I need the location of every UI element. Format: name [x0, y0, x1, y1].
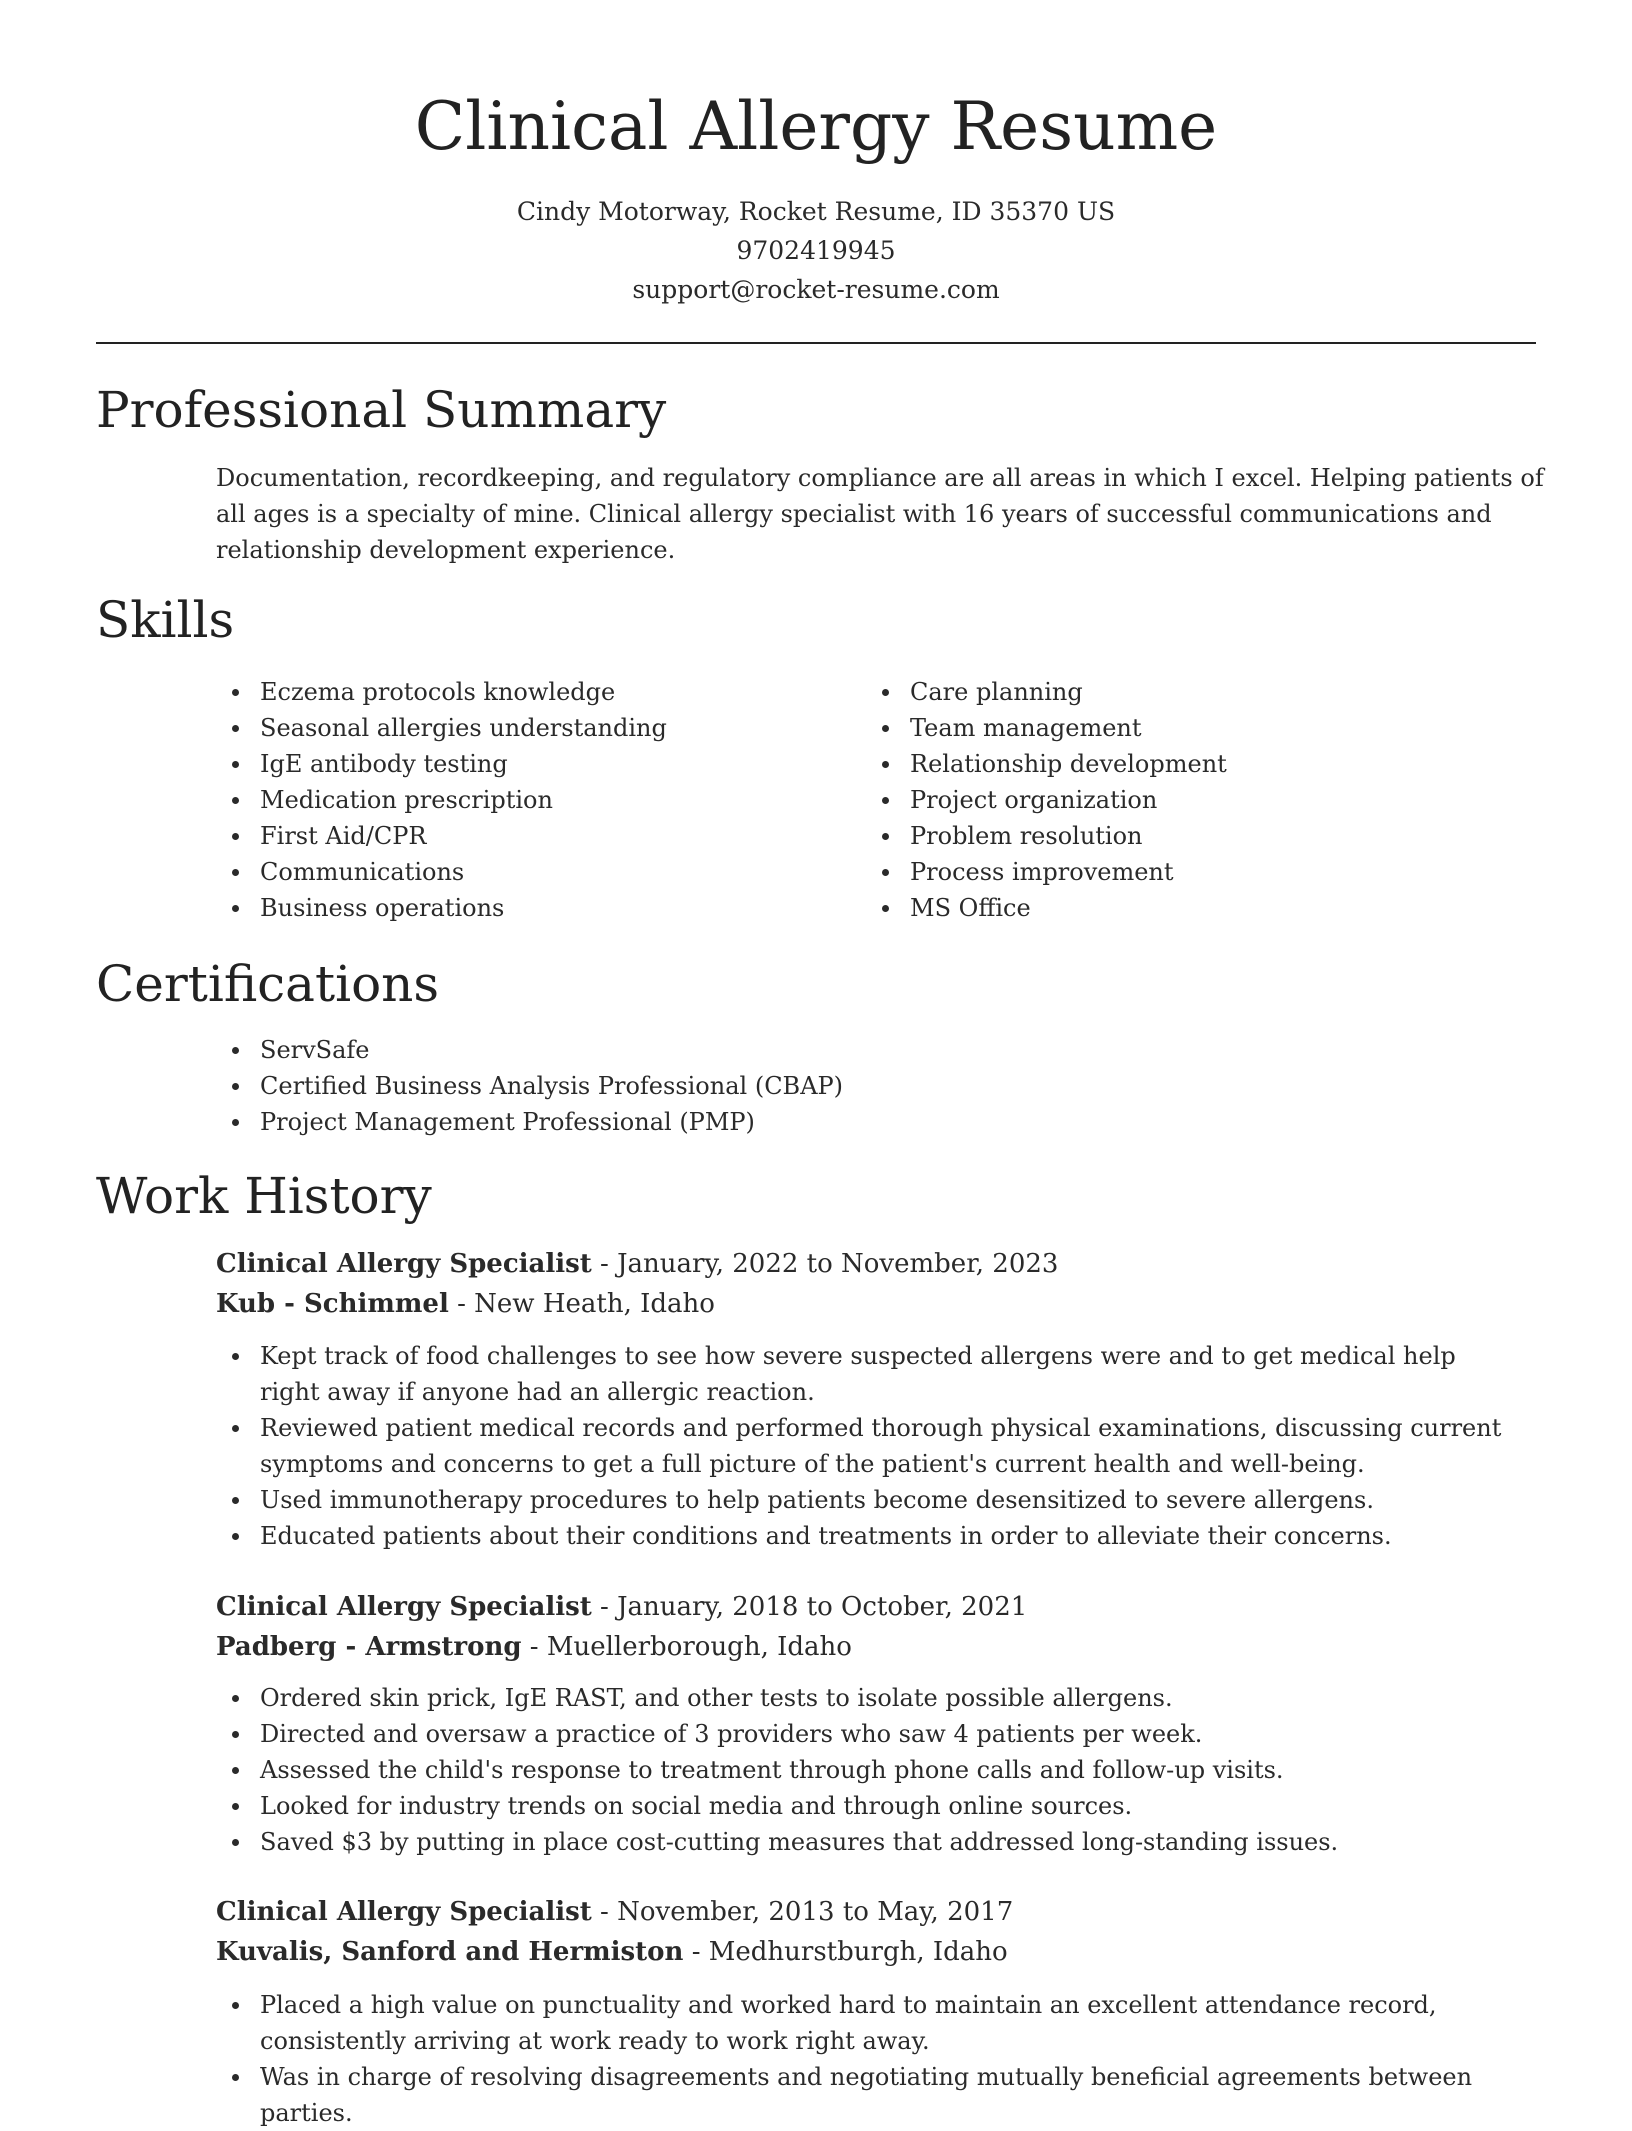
skills-heading: Skills: [96, 591, 235, 649]
job-location: Medhurstburgh, Idaho: [708, 1937, 1008, 1967]
skill-item: Eczema protocols knowledge: [216, 674, 856, 710]
skill-item: Team management: [866, 710, 1506, 746]
skills-list-right: [866, 674, 1506, 926]
skill-item: Process improvement: [866, 854, 1506, 890]
job-bullet: Looked for industry trends on social media and through online sources.: [216, 1788, 1516, 1824]
job-bullet: Ordered skin prick, IgE RAST, and other tests to isolate possible allergens.: [216, 1680, 1516, 1716]
header-divider: [96, 342, 1536, 344]
certifications-list: [216, 1032, 1516, 1140]
skill-item: IgE antibody testing: [216, 746, 856, 782]
certification-item: Certified Business Analysis Professional (CBAP): [216, 1068, 1516, 1104]
resume-title: Clinical Allergy Resume: [414, 88, 1218, 165]
job-company: Kuvalis, Sanford and Hermiston: [216, 1937, 684, 1967]
job-title: Clinical Allergy Specialist: [216, 1249, 592, 1279]
skill-item: Medication prescription: [216, 782, 856, 818]
skill-item: Project organization: [866, 782, 1506, 818]
job-2-title-line: [216, 1587, 1516, 1627]
job-bullet: Saved $3 by putting in place cost-cutting measures that addressed long-standing issues.: [216, 1824, 1516, 1860]
job-3-title-line: [216, 1892, 1516, 1932]
job-1-header: [216, 1244, 1516, 1324]
skills-list-left: [216, 674, 856, 926]
job-bullet: Kept track of food challenges to see how severe suspected allergens were and to get medical help right away if anyone had an allergic reaction.: [216, 1338, 1516, 1410]
job-3-header: [216, 1892, 1516, 1972]
job-bullet: Placed a high value on punctuality and worked hard to maintain an excellent attendance record, consistently arriving at work ready to work right away.: [216, 1987, 1516, 2059]
skill-item: Problem resolution: [866, 818, 1506, 854]
certifications-heading: Certifications: [96, 955, 440, 1013]
contact-block: [96, 192, 1536, 309]
separator: -: [683, 1937, 709, 1967]
job-2-header: [216, 1587, 1516, 1667]
job-2-bullets: [216, 1680, 1516, 1860]
certification-item: Project Management Professional (PMP): [216, 1104, 1516, 1140]
job-company: Kub - Schimmel: [216, 1289, 449, 1319]
separator: -: [591, 1249, 618, 1279]
contact-address: Cindy Motorway, Rocket Resume, ID 35370 US: [516, 197, 1116, 226]
job-company: Padberg - Armstrong: [216, 1632, 522, 1662]
job-1-bullets: [216, 1338, 1516, 1554]
skill-item: Business operations: [216, 890, 856, 926]
job-location: New Heath, Idaho: [474, 1289, 715, 1319]
contact-email: support@rocket-resume.com: [632, 275, 1000, 304]
job-3-bullets: [216, 1987, 1516, 2131]
job-1-company-line: [216, 1284, 1516, 1324]
skill-item: First Aid/CPR: [216, 818, 856, 854]
job-bullet: Assessed the child's response to treatment through phone calls and follow-up visits.: [216, 1752, 1516, 1788]
separator: -: [521, 1632, 547, 1662]
contact-phone: 9702419945: [736, 236, 896, 265]
separator: -: [591, 1592, 618, 1622]
job-3-company-line: [216, 1932, 1516, 1972]
job-bullet: Reviewed patient medical records and performed thorough physical examinations, discussing current symptoms and concerns to get a full picture of the patient's current health and well-being.: [216, 1410, 1516, 1482]
job-dates: January, 2022 to November, 2023: [617, 1249, 1059, 1279]
certification-item: ServSafe: [216, 1032, 1516, 1068]
job-dates: January, 2018 to October, 2021: [617, 1592, 1028, 1622]
job-bullet: Educated patients about their conditions and treatments in order to alleviate their concerns.: [216, 1518, 1516, 1554]
job-bullet: Directed and oversaw a practice of 3 providers who saw 4 patients per week.: [216, 1716, 1516, 1752]
skill-item: Relationship development: [866, 746, 1506, 782]
separator: -: [591, 1897, 618, 1927]
summary-heading: Professional Summary: [96, 381, 667, 439]
job-title: Clinical Allergy Specialist: [216, 1897, 592, 1927]
skill-item: Seasonal allergies understanding: [216, 710, 856, 746]
job-bullet: Was in charge of resolving disagreements and negotiating mutually beneficial agreements between parties.: [216, 2059, 1516, 2131]
job-location: Muellerborough, Idaho: [546, 1632, 852, 1662]
job-2-company-line: [216, 1627, 1516, 1667]
job-bullet: Used immunotherapy procedures to help patients become desensitized to severe allergens.: [216, 1482, 1516, 1518]
skill-item: Care planning: [866, 674, 1506, 710]
summary-text: Documentation, recordkeeping, and regulatory compliance are all areas in which I excel. Helping patients of all ages is a specialty of mine. Clinical allergy specialist with 16 years of successful communications and relationship development experience.: [216, 464, 1544, 564]
job-1-title-line: [216, 1244, 1516, 1284]
job-title: Clinical Allergy Specialist: [216, 1592, 592, 1622]
separator: -: [448, 1289, 475, 1319]
skill-item: Communications: [216, 854, 856, 890]
job-dates: November, 2013 to May, 2017: [617, 1897, 1014, 1927]
work-history-heading: Work History: [96, 1167, 432, 1225]
skill-item: MS Office: [866, 890, 1506, 926]
